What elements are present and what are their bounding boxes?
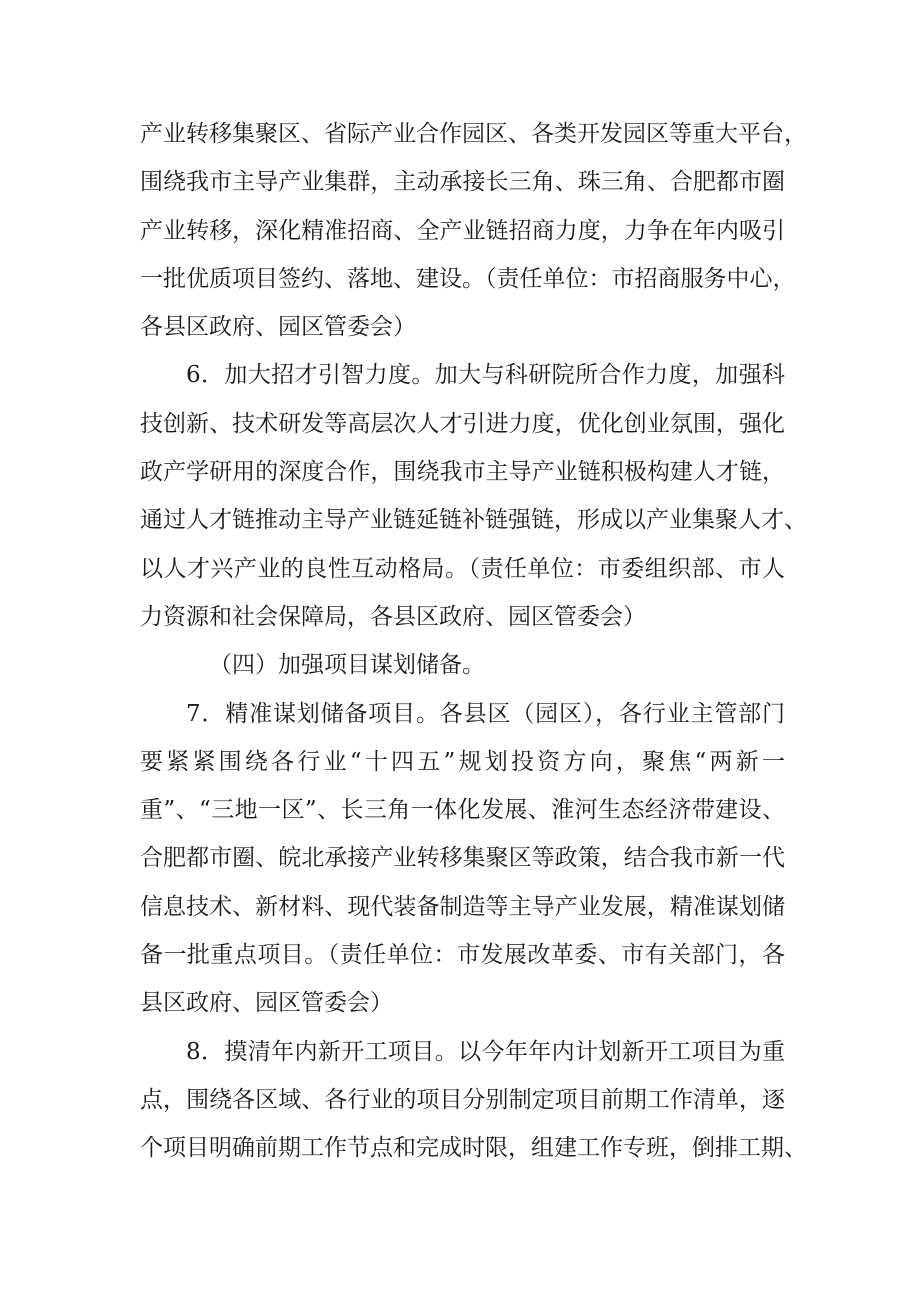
text-line: 政产学研用的深度合作，围绕我市主导产业链积极构建人才链，: [140, 459, 785, 486]
text-line: 县区政府、园区管委会）: [140, 990, 393, 1017]
text-line: 力资源和社会保障局，各县区政府、园区管委会）: [140, 603, 646, 630]
paragraph-heading-7: 7．精准谋划储备项目。各县区（园区），各行业主管部门: [186, 700, 785, 727]
text-line: 产业转移集聚区、省际产业合作园区、各类开发园区等重大平台，: [140, 121, 807, 147]
text-line: 一批优质项目签约、落地、建设。（责任单位：市招商服务中心，: [140, 265, 796, 292]
paragraph-heading-6: 6．加大招才引智力度。加大与科研院所合作力度，加强科: [186, 362, 785, 389]
text-line: 信息技术、新材料、现代装备制造等主导产业发展，精准谋划储: [140, 893, 785, 920]
text-line: 通过人才链推动主导产业链延链补链强链，形成以产业集聚人才、: [140, 507, 807, 534]
text-line: 合肥都市圈、皖北承接产业转移集聚区等政策，结合我市新一代: [140, 845, 785, 872]
text-line: 备一批重点项目。（责任单位：市发展改革委、市有关部门，各: [140, 942, 785, 969]
text-line: 产业转移，深化精准招商、全产业链招商力度，力争在年内吸引: [140, 217, 785, 244]
text-line: 技创新、技术研发等高层次人才引进力度，优化创业氛围，强化: [140, 410, 785, 437]
section-heading-4: （四）加强项目谋划储备。: [209, 652, 485, 679]
paragraph-heading-8: 8．摸清年内新开工项目。以今年年内计划新开工项目为重: [186, 1038, 785, 1065]
text-line: 以人才兴产业的良性互动格局。（责任单位：市委组织部、市人: [140, 555, 785, 582]
text-line: 要紧紧围绕各行业“十四五”规划投资方向，聚焦“两新一: [140, 748, 785, 775]
document-body: [140, 110, 807, 1173]
text-line: 重”、“三地一区”、长三角一体化发展、淮河生态经济带建设、: [140, 797, 785, 824]
text-line: 各县区政府、园区管委会）: [140, 314, 416, 341]
text-line: 个项目明确前期工作节点和完成时限，组建工作专班，倒排工期、: [140, 1135, 807, 1162]
text-line: 围绕我市主导产业集群，主动承接长三角、珠三角、合肥都市圈: [140, 169, 785, 196]
text-line: 点，围绕各区域、各行业的项目分别制定项目前期工作清单，逐: [140, 1086, 785, 1113]
